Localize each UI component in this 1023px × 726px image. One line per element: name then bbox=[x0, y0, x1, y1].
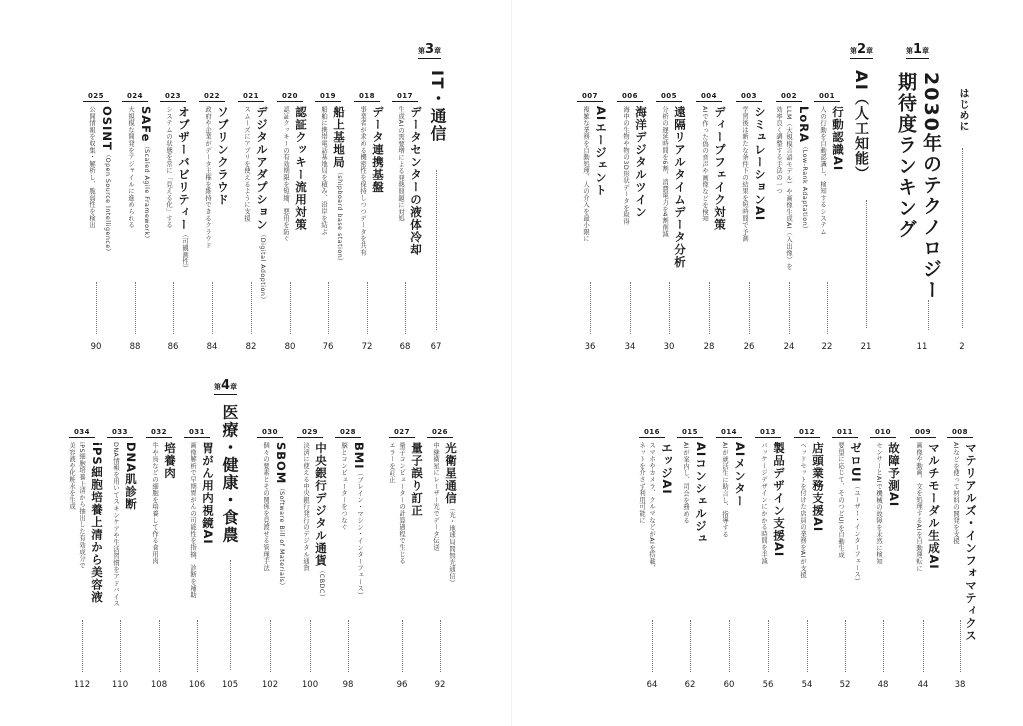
entry-number: 030 bbox=[257, 428, 283, 438]
dot-leader bbox=[845, 620, 846, 672]
toc-entry[interactable] bbox=[660, 106, 690, 269]
chapter1-label: 第1章 bbox=[906, 42, 930, 57]
entry-heading bbox=[350, 442, 369, 599]
toc-entry[interactable] bbox=[242, 106, 272, 303]
entry-description: 決済に使える中央銀行発行のデジタル通貨 bbox=[302, 442, 309, 572]
entry-description: 人の行動を自動認識し、検知するシステム bbox=[819, 106, 826, 236]
entry-number: 016 bbox=[639, 428, 665, 438]
intro-page: 2 bbox=[959, 342, 965, 352]
toc-entry[interactable] bbox=[319, 106, 349, 265]
chapter2-page: 21 bbox=[860, 342, 872, 352]
dot-leader bbox=[768, 620, 769, 672]
entry-title-note: （shipboard base station） bbox=[336, 168, 343, 265]
entry-number: 019 bbox=[315, 92, 341, 102]
toc-entry[interactable] bbox=[396, 106, 426, 256]
dot-leader bbox=[807, 620, 808, 672]
entry-heading bbox=[658, 442, 677, 572]
chapter3-label: 第3章 bbox=[418, 42, 442, 57]
entry-title: ゼロUI bbox=[849, 442, 863, 483]
dot-leader bbox=[866, 200, 867, 328]
toc-entry[interactable] bbox=[798, 442, 828, 578]
entry-title-note: （Software Bill of Materials） bbox=[278, 484, 285, 590]
entry-title: ディープフェイク対策 bbox=[713, 106, 727, 231]
entry-page: 80 bbox=[284, 342, 296, 352]
entry-number: 026 bbox=[427, 428, 453, 438]
toc-entry[interactable] bbox=[720, 442, 750, 538]
dot-leader bbox=[652, 620, 653, 672]
entry-number: 023 bbox=[160, 92, 186, 102]
toc-entry[interactable] bbox=[581, 106, 611, 242]
dot-leader bbox=[960, 620, 961, 672]
entry-title: マルチモーダル生成AI bbox=[927, 442, 941, 570]
entry-title: データセンターの液体冷却 bbox=[409, 106, 423, 256]
entry-heading bbox=[137, 106, 156, 242]
dot-leader bbox=[405, 282, 406, 334]
entry-number: 015 bbox=[677, 428, 703, 438]
entry-title-note: （Digital Adoption） bbox=[259, 231, 266, 304]
toc-entry[interactable] bbox=[358, 106, 388, 256]
toc-entry[interactable] bbox=[261, 442, 291, 589]
entry-description: 牛や鳥などの細胞を培養して作る食用肉 bbox=[151, 442, 158, 565]
entry-description: 中継衛星にレーザー光でデータ伝送 bbox=[432, 442, 439, 551]
entry-description: 事業者が求める機密性を保持しつつデータを共有 bbox=[359, 106, 366, 256]
entry-description: スマホやカメラ、クルマなどがAIを搭載、 bbox=[648, 442, 655, 572]
entry-page: 48 bbox=[877, 680, 889, 690]
chapter1-title-line1: 2030年のテクノロジー bbox=[920, 72, 942, 301]
entry-heading bbox=[175, 106, 194, 272]
toc-entry[interactable] bbox=[818, 106, 848, 235]
entry-description: AIが案内し、司会を務める bbox=[682, 442, 689, 524]
entry-page: 44 bbox=[917, 680, 929, 690]
dot-leader bbox=[789, 282, 790, 334]
dot-leader bbox=[173, 282, 174, 334]
entry-description-line2: 美容液や化粧水を生成 bbox=[68, 442, 75, 510]
dot-leader bbox=[709, 282, 710, 334]
entry-title-note: （Scaled Agile Framework） bbox=[143, 142, 150, 243]
entry-title: 故障予測AI bbox=[887, 442, 901, 508]
entry-page: 82 bbox=[245, 342, 257, 352]
entry-page: 68 bbox=[399, 342, 411, 352]
toc-entry[interactable] bbox=[339, 442, 369, 599]
entry-title: データ連携基盤 bbox=[371, 106, 385, 194]
entry-page: 110 bbox=[111, 680, 129, 690]
entry-page: 38 bbox=[954, 680, 966, 690]
entry-number: 034 bbox=[69, 428, 95, 438]
dot-leader bbox=[82, 620, 83, 672]
chapter2-label: 第2章 bbox=[850, 42, 874, 57]
dot-leader bbox=[135, 282, 136, 334]
entry-heading bbox=[885, 442, 904, 565]
entry-description: 画像解析で早期胃がんの可能性を指摘、診断を補助 bbox=[189, 442, 196, 599]
chapter1-title-line2: 期待度ランキング bbox=[895, 72, 917, 240]
entry-heading bbox=[809, 442, 828, 578]
entry-page: 54 bbox=[801, 680, 813, 690]
entry-heading bbox=[199, 442, 218, 598]
entry-description: DNA情報を用いてスキンケアや生活習慣をアドバイス bbox=[112, 442, 119, 607]
toc-entry[interactable] bbox=[700, 106, 730, 231]
entry-heading bbox=[330, 106, 349, 265]
entry-description: 脳とコンピューターをつなぐ bbox=[340, 442, 347, 531]
entry-description: 海中の生物や物の3D形状データを取得 bbox=[622, 106, 629, 225]
dot-leader bbox=[883, 620, 884, 672]
entry-number: 025 bbox=[83, 92, 109, 102]
entry-heading bbox=[442, 442, 461, 586]
toc-entry[interactable] bbox=[431, 442, 461, 586]
entry-title: LoRA bbox=[797, 106, 811, 143]
entry-page: 112 bbox=[73, 680, 91, 690]
entry-heading bbox=[847, 442, 866, 585]
entry-title-note: （光・地球局間無光通信） bbox=[448, 504, 455, 587]
entry-heading bbox=[98, 106, 117, 256]
entry-title-note: （可観測性） bbox=[181, 231, 188, 272]
dot-leader bbox=[630, 282, 631, 334]
chapter4-title: 医療・健康・食農 bbox=[220, 404, 239, 544]
entry-description: iPS細胞培養上清から抽出した有効成分で bbox=[78, 442, 85, 569]
entry-number: 032 bbox=[146, 428, 172, 438]
entry-title: 製品デザイン支援AI bbox=[772, 442, 786, 558]
chapter4-label: 第4章 bbox=[214, 378, 238, 393]
toc-entry[interactable] bbox=[836, 442, 866, 585]
entry-number: 006 bbox=[617, 92, 643, 102]
entry-heading bbox=[770, 442, 789, 564]
entry-description: ヘッドセットを付けた店員の業務をAIが支援 bbox=[799, 442, 806, 579]
entry-description: AIが就活生に助言し、指導する bbox=[721, 442, 728, 538]
entry-heading bbox=[795, 106, 814, 270]
dot-leader bbox=[159, 620, 160, 672]
entry-title: 店頭業務支援AI bbox=[811, 442, 825, 533]
dot-leader bbox=[230, 560, 231, 670]
entry-title: SBOM bbox=[274, 442, 288, 485]
entry-page: 72 bbox=[361, 342, 373, 352]
entry-page: 86 bbox=[167, 342, 179, 352]
entry-description-line2: ネットを介さず利用可能に bbox=[638, 442, 645, 524]
entry-description: AIなどを使って材料の開発を支援 bbox=[952, 442, 959, 545]
entry-description: 政府や企業がデータ主権を維持できるクラウド bbox=[204, 106, 211, 249]
entry-description: LLM（大規模言語モデル）や画像生成AI（入出像）を bbox=[785, 106, 792, 270]
entry-number: 003 bbox=[736, 92, 762, 102]
entry-number: 031 bbox=[184, 428, 210, 438]
entry-number: 008 bbox=[947, 428, 973, 438]
dot-leader bbox=[749, 282, 750, 334]
dot-leader bbox=[251, 282, 252, 334]
chapter1-page: 11 bbox=[916, 342, 928, 352]
entry-title: AIコンシェルジュ bbox=[694, 442, 708, 545]
entry-page: 62 bbox=[684, 680, 696, 690]
entry-number: 002 bbox=[776, 92, 802, 102]
entry-page: 88 bbox=[129, 342, 141, 352]
entry-heading bbox=[829, 106, 848, 235]
entry-title: AIメンター bbox=[733, 442, 747, 508]
intro-title: はじめに bbox=[957, 88, 968, 132]
entry-page: 56 bbox=[762, 680, 774, 690]
dot-leader bbox=[367, 282, 368, 334]
entry-heading bbox=[671, 106, 690, 269]
entry-title: 培養肉 bbox=[163, 442, 177, 480]
entry-heading bbox=[122, 442, 141, 607]
entry-number: 012 bbox=[794, 428, 820, 438]
dot-leader bbox=[690, 620, 691, 672]
chapter3-page: 67 bbox=[430, 342, 442, 352]
entry-title: BMI bbox=[352, 442, 366, 470]
entry-description: 学習後は新たな条件下の結果を短時間で予測 bbox=[741, 106, 748, 242]
entry-number: 021 bbox=[238, 92, 264, 102]
entry-page: 100 bbox=[301, 680, 319, 690]
dot-leader bbox=[96, 282, 97, 334]
dot-leader bbox=[212, 282, 213, 334]
entry-number: 013 bbox=[755, 428, 781, 438]
entry-title: デジタルアダプション bbox=[255, 106, 269, 231]
entry-page: 30 bbox=[663, 342, 675, 352]
dot-leader bbox=[328, 282, 329, 334]
entry-heading bbox=[292, 106, 311, 242]
entry-number: 018 bbox=[354, 92, 380, 102]
entry-title-note: （ブレイン・マシン・インターフェース） bbox=[356, 469, 363, 599]
toc-entry[interactable] bbox=[874, 442, 904, 565]
chapter2-title: AI bbox=[852, 70, 871, 92]
entry-heading bbox=[711, 106, 730, 231]
entry-title: 中央銀行デジタル通貨 bbox=[314, 442, 328, 567]
page-gutter bbox=[511, 0, 512, 726]
entry-description: 複雑な業務を自動処理、人の介入を最小限に bbox=[582, 106, 589, 242]
entry-page: 102 bbox=[261, 680, 279, 690]
entry-heading bbox=[751, 106, 770, 242]
entry-heading bbox=[312, 442, 331, 601]
entry-description: センサーとAIで機械の故障を未然に検知 bbox=[875, 442, 882, 565]
entry-heading bbox=[161, 442, 180, 564]
dot-leader bbox=[270, 620, 271, 672]
entry-title: 船上基地局 bbox=[332, 106, 346, 169]
entry-number: 020 bbox=[277, 92, 303, 102]
toc-entry[interactable] bbox=[637, 442, 677, 572]
entry-description: 公開情報を収集・解析し、脆弱性を検出 bbox=[88, 106, 95, 229]
chapter4-page: 105 bbox=[221, 680, 239, 690]
dot-leader bbox=[440, 620, 441, 672]
entry-number: 024 bbox=[122, 92, 148, 102]
entry-title: マテリアルズ・インフォマティクス bbox=[964, 442, 978, 642]
entry-title: 行動認識AI bbox=[831, 106, 845, 172]
entry-number: 014 bbox=[716, 428, 742, 438]
entry-number: 011 bbox=[832, 428, 858, 438]
entry-heading bbox=[272, 442, 291, 589]
entry-number: 033 bbox=[107, 428, 133, 438]
dot-leader bbox=[590, 282, 591, 334]
chapter2-subtitle: （人工知能） bbox=[853, 91, 869, 182]
entry-heading bbox=[731, 442, 750, 538]
toc-entry[interactable] bbox=[621, 106, 651, 225]
entry-title: 光衛星通信 bbox=[444, 442, 458, 505]
entry-number: 004 bbox=[696, 92, 722, 102]
entry-number: 027 bbox=[389, 428, 415, 438]
entry-page: 96 bbox=[396, 680, 408, 690]
toc-entry[interactable] bbox=[67, 442, 107, 603]
entry-heading bbox=[408, 442, 427, 564]
toc-entry[interactable] bbox=[951, 442, 981, 642]
entry-title: シミュレーションAI bbox=[753, 106, 767, 222]
entry-number: 005 bbox=[656, 92, 682, 102]
entry-heading bbox=[632, 106, 651, 225]
entry-description: システムの状態を常に「見える化」する bbox=[165, 106, 172, 229]
entry-heading bbox=[369, 106, 388, 256]
toc-entry[interactable] bbox=[188, 442, 218, 598]
toc-entry[interactable] bbox=[164, 106, 194, 272]
entry-title: SAFe bbox=[139, 106, 153, 143]
entry-page: 90 bbox=[90, 342, 102, 352]
toc-entry[interactable] bbox=[387, 442, 427, 564]
toc-entry[interactable] bbox=[111, 442, 141, 607]
entry-page: 98 bbox=[342, 680, 354, 690]
toc-entry[interactable] bbox=[301, 442, 331, 601]
entry-title: iPS細胞培養上清から美容液 bbox=[90, 442, 104, 604]
dot-leader bbox=[197, 620, 198, 672]
entry-description: 画像や動画、文を処理するAIを自動運転に bbox=[915, 442, 922, 572]
entry-page: 92 bbox=[434, 680, 446, 690]
toc-entry[interactable] bbox=[281, 106, 311, 242]
dot-leader bbox=[923, 620, 924, 672]
entry-page: 76 bbox=[322, 342, 334, 352]
entry-title: 遠隔リアルタイムデータ分析 bbox=[673, 106, 687, 269]
dot-leader bbox=[402, 620, 403, 672]
entry-heading bbox=[962, 442, 981, 642]
entry-title: ソブリンクラウド bbox=[216, 106, 230, 206]
dot-leader bbox=[962, 148, 963, 328]
toc-entry[interactable] bbox=[150, 442, 180, 564]
entry-description: 大規模な開発をアジャイルに進められる bbox=[127, 106, 134, 229]
entry-description: 分析の遅延時間を6割、消費電力を4割削減 bbox=[661, 106, 668, 238]
entry-page: 108 bbox=[150, 680, 168, 690]
toc-entry[interactable] bbox=[126, 106, 156, 242]
entry-number: 022 bbox=[199, 92, 225, 102]
entry-title: DNA肌診断 bbox=[124, 442, 138, 511]
entry-description: 船舶に携帯電話基地局を積み、沿岸を結ぶ bbox=[320, 106, 327, 236]
entry-heading bbox=[592, 106, 611, 242]
entry-number: 029 bbox=[297, 428, 323, 438]
chapter2-heading bbox=[851, 70, 871, 181]
entry-number: 028 bbox=[335, 428, 361, 438]
entry-page: 36 bbox=[584, 342, 596, 352]
entry-title: 量子誤り訂正 bbox=[410, 442, 424, 517]
entry-heading bbox=[253, 106, 272, 303]
dot-leader bbox=[827, 282, 828, 334]
toc-entry[interactable] bbox=[914, 442, 944, 572]
entry-description: スムーズにアプリを使えるように支援 bbox=[243, 106, 250, 222]
entry-page: 28 bbox=[703, 342, 715, 352]
dot-leader bbox=[290, 282, 291, 334]
toc-entry[interactable] bbox=[740, 106, 770, 242]
entry-number: 017 bbox=[392, 92, 418, 102]
entry-description-line2: エラーを訂正 bbox=[388, 442, 395, 483]
entry-description: AIで作った偽の音声や画像などを検知 bbox=[701, 106, 708, 222]
entry-description: 個々の要素とその関係を見渡せる管理手法 bbox=[262, 442, 269, 572]
entry-title-note: （Open Source Intelligence） bbox=[104, 150, 111, 256]
entry-heading bbox=[925, 442, 944, 572]
toc-entry[interactable] bbox=[759, 442, 789, 564]
dot-leader bbox=[120, 620, 121, 672]
entry-page: 60 bbox=[723, 680, 735, 690]
entry-description: 要望に応じて、そのつどUIを自動生成 bbox=[837, 442, 844, 559]
toc-entry[interactable] bbox=[87, 106, 117, 256]
entry-number: 001 bbox=[814, 92, 840, 102]
dot-leader bbox=[436, 170, 437, 330]
entry-description-line2: 効率良く調整する手法の一つ bbox=[775, 106, 782, 195]
entry-title-note: （ユーザー・インターフェース） bbox=[853, 482, 860, 585]
entry-heading bbox=[88, 442, 107, 603]
entry-description: 認証クッキーの有効期限を短縮、悪用を防ぐ bbox=[282, 106, 289, 242]
entry-description: パッケージデザインにかかる時間を半減 bbox=[760, 442, 767, 565]
entry-title: エッジAI bbox=[660, 442, 674, 495]
toc-entry[interactable] bbox=[203, 106, 233, 249]
entry-page: 26 bbox=[743, 342, 755, 352]
entry-page: 64 bbox=[646, 680, 658, 690]
entry-title: AIエージェント bbox=[594, 106, 608, 197]
entry-page: 22 bbox=[821, 342, 833, 352]
entry-page: 84 bbox=[206, 342, 218, 352]
entry-heading bbox=[692, 442, 711, 545]
entry-page: 34 bbox=[624, 342, 636, 352]
dot-leader bbox=[348, 620, 349, 672]
entry-title: 認証クッキー流用対策 bbox=[294, 106, 308, 231]
entry-title: 海洋デジタルツイン bbox=[634, 106, 648, 219]
entry-description: 生成AIの需要増による発熱問題に対処 bbox=[397, 106, 404, 222]
entry-title-note: （CBDC） bbox=[318, 567, 325, 601]
entry-heading bbox=[214, 106, 233, 249]
toc-entry[interactable] bbox=[774, 106, 814, 270]
entry-number: 009 bbox=[910, 428, 936, 438]
dot-leader bbox=[310, 620, 311, 672]
entry-title: オブザーバビリティー bbox=[177, 106, 191, 231]
toc-entry[interactable] bbox=[681, 442, 711, 545]
dot-leader bbox=[669, 282, 670, 334]
dot-leader bbox=[729, 620, 730, 672]
chapter3-title: IT・通信 bbox=[428, 70, 447, 143]
dot-leader bbox=[928, 300, 929, 330]
entry-title: OSINT bbox=[100, 106, 114, 151]
entry-page: 106 bbox=[188, 680, 206, 690]
entry-description: 量子コンピューターの計算過程で生じる bbox=[398, 442, 405, 565]
entry-number: 010 bbox=[870, 428, 896, 438]
entry-title: 胃がん用内視鏡AI bbox=[201, 442, 215, 545]
entry-number: 007 bbox=[577, 92, 603, 102]
entry-page: 24 bbox=[783, 342, 795, 352]
entry-title-note: （Low-Rank Adaptation） bbox=[801, 142, 808, 233]
entry-page: 52 bbox=[839, 680, 851, 690]
entry-heading bbox=[407, 106, 426, 256]
